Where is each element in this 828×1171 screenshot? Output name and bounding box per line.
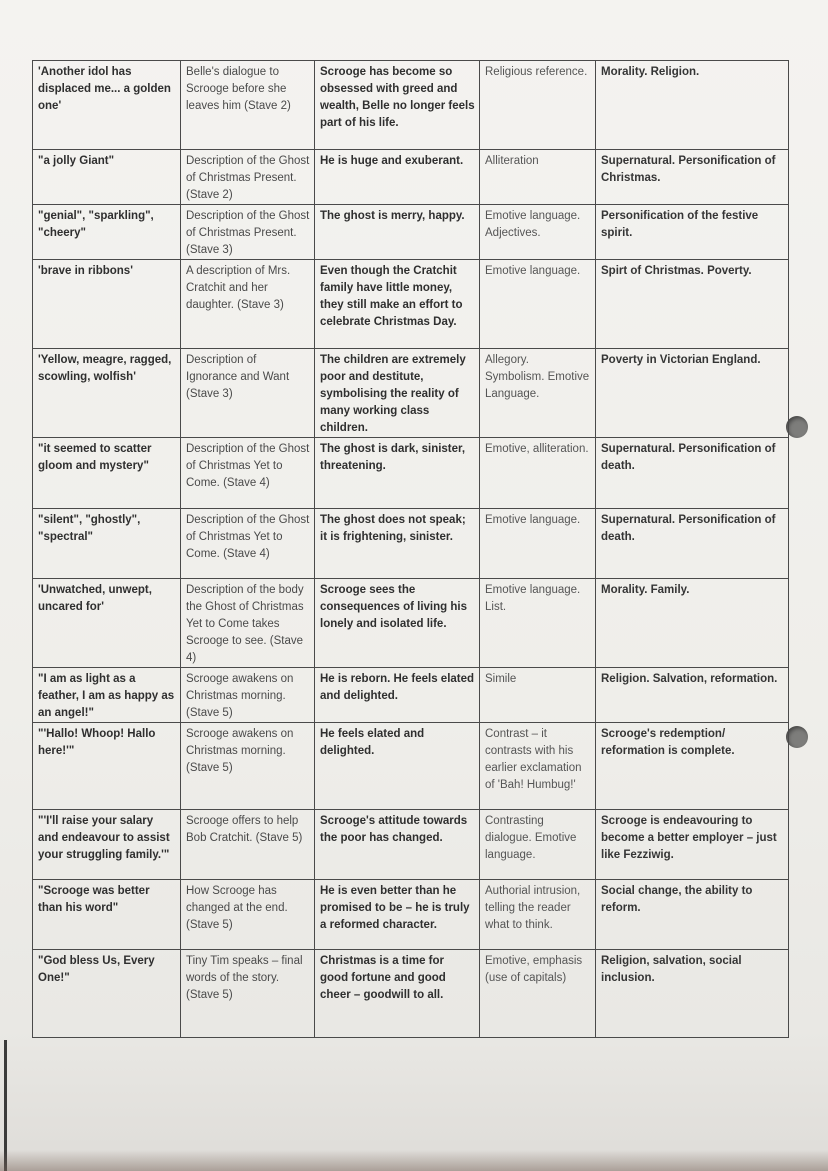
table-row bbox=[33, 723, 789, 810]
technique-cell: Contrast – it contrasts with his earlier exclamation of 'Bah! Humbug!' bbox=[480, 723, 596, 810]
table-row bbox=[33, 260, 789, 349]
technique-cell: Emotive language. List. bbox=[480, 579, 596, 668]
theme-cell: Supernatural. Personification of death. bbox=[596, 438, 789, 509]
table-row bbox=[33, 205, 789, 260]
technique-cell: Emotive language. bbox=[480, 260, 596, 349]
quotes-table bbox=[32, 60, 789, 1038]
technique-cell: Emotive language. Adjectives. bbox=[480, 205, 596, 260]
meaning-cell: Scrooge has become so obsessed with greed and wealth, Belle no longer feels part of his life. bbox=[315, 61, 480, 150]
context-cell: Scrooge awakens on Christmas morning. (Stave 5) bbox=[181, 723, 315, 810]
technique-cell: Simile bbox=[480, 668, 596, 723]
table-row bbox=[33, 880, 789, 950]
table-row bbox=[33, 150, 789, 205]
meaning-cell: Even though the Cratchit family have little money, they still make an effort to celebrate Christmas Day. bbox=[315, 260, 480, 349]
table-row bbox=[33, 950, 789, 1038]
table-row bbox=[33, 579, 789, 668]
quote-cell: "it seemed to scatter gloom and mystery" bbox=[33, 438, 181, 509]
table-row bbox=[33, 438, 789, 509]
meaning-cell: Scrooge's attitude towards the poor has changed. bbox=[315, 810, 480, 880]
context-cell: Belle's dialogue to Scrooge before she leaves him (Stave 2) bbox=[181, 61, 315, 150]
meaning-cell: The ghost does not speak; it is frightening, sinister. bbox=[315, 509, 480, 579]
meaning-cell: The children are extremely poor and destitute, symbolising the reality of many working class children. bbox=[315, 349, 480, 438]
context-cell: Description of Ignorance and Want (Stave 3) bbox=[181, 349, 315, 438]
quote-cell: 'brave in ribbons' bbox=[33, 260, 181, 349]
quote-cell: "God bless Us, Every One!" bbox=[33, 950, 181, 1038]
meaning-cell: The ghost is dark, sinister, threatening. bbox=[315, 438, 480, 509]
quote-cell: "a jolly Giant" bbox=[33, 150, 181, 205]
theme-cell: Morality. Family. bbox=[596, 579, 789, 668]
table-row bbox=[33, 349, 789, 438]
theme-cell: Religion, salvation, social inclusion. bbox=[596, 950, 789, 1038]
context-cell: Tiny Tim speaks – final words of the story. (Stave 5) bbox=[181, 950, 315, 1038]
theme-cell: Scrooge is endeavouring to become a better employer – just like Fezziwig. bbox=[596, 810, 789, 880]
meaning-cell: He is reborn. He feels elated and delighted. bbox=[315, 668, 480, 723]
theme-cell: Religion. Salvation, reformation. bbox=[596, 668, 789, 723]
context-cell: A description of Mrs. Cratchit and her daughter. (Stave 3) bbox=[181, 260, 315, 349]
meaning-cell: Christmas is a time for good fortune and good cheer – goodwill to all. bbox=[315, 950, 480, 1038]
technique-cell: Allegory. Symbolism. Emotive Language. bbox=[480, 349, 596, 438]
technique-cell: Religious reference. bbox=[480, 61, 596, 150]
punch-hole-lower bbox=[786, 726, 808, 748]
theme-cell: Social change, the ability to reform. bbox=[596, 880, 789, 950]
technique-cell: Emotive, alliteration. bbox=[480, 438, 596, 509]
context-cell: Description of the Ghost of Christmas Present. (Stave 3) bbox=[181, 205, 315, 260]
context-cell: Description of the Ghost of Christmas Present. (Stave 2) bbox=[181, 150, 315, 205]
meaning-cell: He feels elated and delighted. bbox=[315, 723, 480, 810]
context-cell: Scrooge offers to help Bob Cratchit. (Stave 5) bbox=[181, 810, 315, 880]
quote-cell: "'Hallo! Whoop! Hallo here!'" bbox=[33, 723, 181, 810]
bottom-shadow bbox=[0, 1150, 828, 1171]
quote-cell: 'Unwatched, unwept, uncared for' bbox=[33, 579, 181, 668]
theme-cell: Poverty in Victorian England. bbox=[596, 349, 789, 438]
technique-cell: Alliteration bbox=[480, 150, 596, 205]
quote-cell: "'I'll raise your salary and endeavour to assist your struggling family.'" bbox=[33, 810, 181, 880]
quote-cell: "I am as light as a feather, I am as happy as an angel!" bbox=[33, 668, 181, 723]
table-row bbox=[33, 509, 789, 579]
quote-cell: 'Another idol has displaced me... a golden one' bbox=[33, 61, 181, 150]
quote-cell: "Scrooge was better than his word" bbox=[33, 880, 181, 950]
meaning-cell: He is even better than he promised to be – he is truly a reformed character. bbox=[315, 880, 480, 950]
quote-cell: "silent", "ghostly", "spectral" bbox=[33, 509, 181, 579]
table-row bbox=[33, 810, 789, 880]
table-row bbox=[33, 668, 789, 723]
meaning-cell: The ghost is merry, happy. bbox=[315, 205, 480, 260]
theme-cell: Supernatural. Personification of Christmas. bbox=[596, 150, 789, 205]
meaning-cell: Scrooge sees the consequences of living his lonely and isolated life. bbox=[315, 579, 480, 668]
quote-cell: 'Yellow, meagre, ragged, scowling, wolfish' bbox=[33, 349, 181, 438]
technique-cell: Contrasting dialogue. Emotive language. bbox=[480, 810, 596, 880]
meaning-cell: He is huge and exuberant. bbox=[315, 150, 480, 205]
context-cell: Description of the body the Ghost of Christmas Yet to Come takes Scrooge to see. (Stave 4) bbox=[181, 579, 315, 668]
table-row bbox=[33, 61, 789, 150]
theme-cell: Spirt of Christmas. Poverty. bbox=[596, 260, 789, 349]
context-cell: Description of the Ghost of Christmas Yet to Come. (Stave 4) bbox=[181, 509, 315, 579]
technique-cell: Authorial intrusion, telling the reader what to think. bbox=[480, 880, 596, 950]
theme-cell: Supernatural. Personification of death. bbox=[596, 509, 789, 579]
quote-cell: "genial", "sparkling", "cheery" bbox=[33, 205, 181, 260]
technique-cell: Emotive, emphasis (use of capitals) bbox=[480, 950, 596, 1038]
technique-cell: Emotive language. bbox=[480, 509, 596, 579]
context-cell: Description of the Ghost of Christmas Yet to Come. (Stave 4) bbox=[181, 438, 315, 509]
context-cell: Scrooge awakens on Christmas morning. (Stave 5) bbox=[181, 668, 315, 723]
theme-cell: Scrooge's redemption/ reformation is complete. bbox=[596, 723, 789, 810]
theme-cell: Personification of the festive spirit. bbox=[596, 205, 789, 260]
theme-cell: Morality. Religion. bbox=[596, 61, 789, 150]
context-cell: How Scrooge has changed at the end. (Stave 5) bbox=[181, 880, 315, 950]
punch-hole-upper bbox=[786, 416, 808, 438]
